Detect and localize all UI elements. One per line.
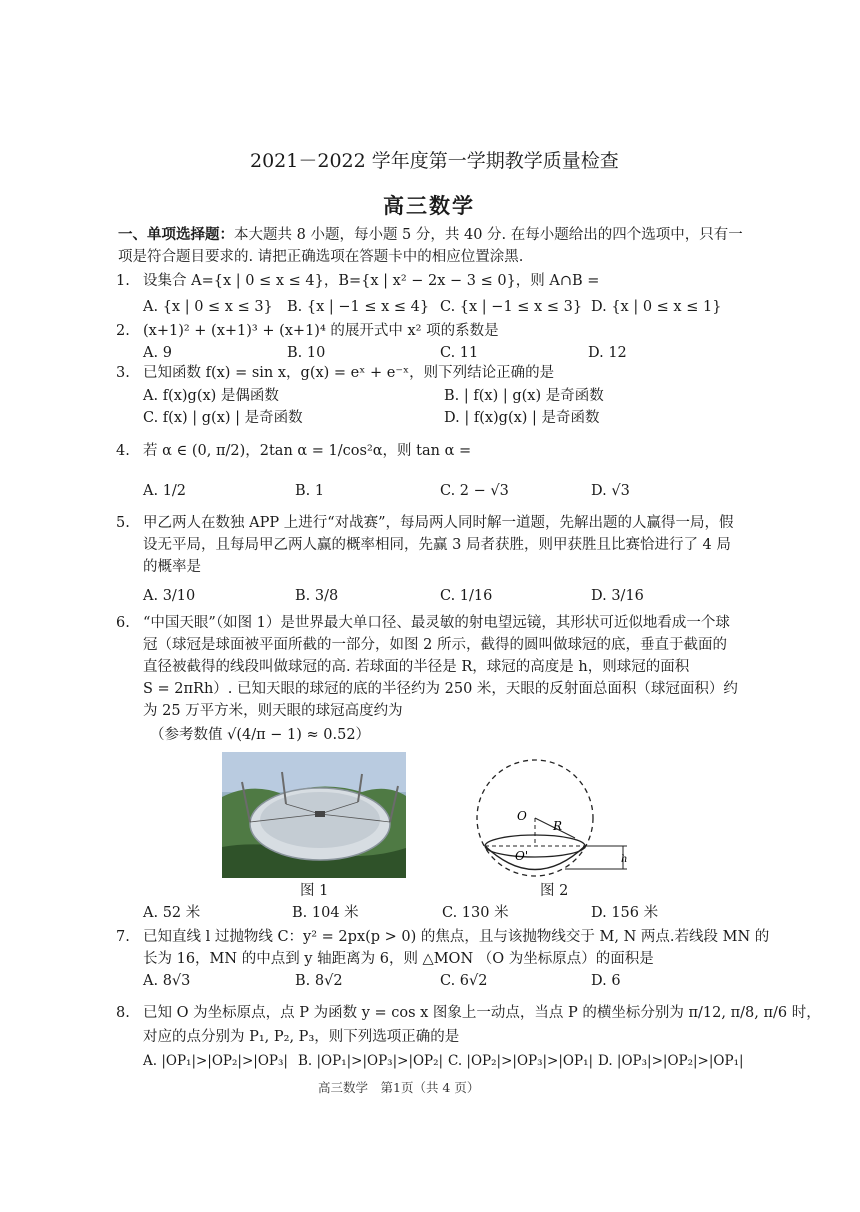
question-number: 3. (116, 365, 130, 381)
question-number: 5. (116, 515, 130, 531)
telescope-illustration (222, 752, 406, 878)
question-text: 设集合 A={x | 0 ≤ x ≤ 4}，B={x | x² − 2x − 3 ≤ 0}，则 A∩B = (143, 273, 600, 289)
label-o: O (517, 809, 527, 823)
option-c: C. 2 − √3 (440, 483, 509, 499)
option-a: A. f(x)g(x) 是偶函数 (143, 388, 279, 404)
option-a: A. 1/2 (143, 483, 187, 499)
question-text: 已知函数 f(x) = sin x，g(x) = eˣ + e⁻ˣ，则下列结论正确的是 (143, 365, 555, 381)
option-d: D. |OP₃|>|OP₂|>|OP₁| (598, 1053, 744, 1069)
question-text: 冠（球冠是球面被平面所截的一部分，如图 2 所示，截得的圆叫做球冠的底，垂直于截面的 (143, 637, 727, 653)
question-number: 4. (116, 443, 130, 459)
option-a: A. |OP₁|>|OP₂|>|OP₃| (143, 1053, 288, 1069)
option-c: C. f(x) | g(x) | 是奇函数 (143, 410, 303, 426)
option-c: C. 6√2 (440, 973, 488, 989)
option-c: C. 1/16 (440, 588, 493, 604)
label-o-prime: O' (515, 849, 529, 863)
question-text: 的概率是 (143, 559, 201, 575)
option-a: A. 9 (143, 345, 172, 361)
figure-2-caption: 图 2 (540, 883, 569, 899)
label-h: h (621, 854, 628, 865)
question-number: 8. (116, 1005, 130, 1021)
spherical-cap-diagram (465, 758, 635, 878)
question-text: “中国天眼”（如图 1）是世界最大单口径、最灵敏的射电望远镜，其形状可近似地看成一个球 (143, 615, 730, 631)
question-text: 长为 16，MN 的中点到 y 轴距离为 6，则 △MON （O 为坐标原点）的面积是 (143, 951, 654, 967)
option-d: D. | f(x)g(x) | 是奇函数 (444, 410, 600, 426)
option-c: C. |OP₂|>|OP₃|>|OP₁| (448, 1053, 594, 1069)
question-number: 1. (116, 273, 130, 289)
option-b: B. |OP₁|>|OP₃|>|OP₂| (298, 1053, 444, 1069)
option-a: A. 8√3 (143, 973, 191, 989)
option-d: D. 3/16 (591, 588, 644, 604)
section-desc-line-2: 项是符合题目要求的. 请把正确选项在答题卡中的相应位置涂黑. (118, 249, 524, 265)
option-d: D. √3 (591, 483, 630, 499)
option-a: A. 52 米 (143, 905, 201, 921)
option-a: A. {x | 0 ≤ x ≤ 3} (143, 299, 273, 315)
option-b: B. {x | −1 ≤ x ≤ 4} (287, 299, 430, 315)
option-c: C. 130 米 (442, 905, 509, 921)
option-b: B. 10 (287, 345, 326, 361)
question-text: 直径被截得的线段叫做球冠的高. 若球面的半径是 R，球冠的高度是 h，则球冠的面积 (143, 659, 690, 675)
question-text: 已知直线 l 过抛物线 C：y² = 2px(p > 0) 的焦点，且与该抛物线交于 M, N 两点.若线段 MN 的 (143, 929, 770, 945)
question-text: S = 2πRh）. 已知天眼的球冠的底的半径约为 250 米，天眼的反射面总面积（球冠面积）约 (143, 681, 738, 697)
subject-title: 高三数学 (383, 193, 475, 218)
fast-telescope-photo (222, 752, 406, 878)
question-number: 6. (116, 615, 130, 631)
question-number: 7. (116, 929, 130, 945)
exam-title: 2021－2022 学年度第一学期教学质量检查 (250, 150, 619, 172)
question-text: 已知 O 为坐标原点，点 P 为函数 y = cos x 图象上一动点，当点 P 的横坐标分别为 π/12, π/8, π/6 时， (143, 1005, 821, 1021)
option-b: B. 1 (295, 483, 325, 499)
option-b: B. 104 米 (292, 905, 359, 921)
option-d: D. 156 米 (591, 905, 659, 921)
figure-1-caption: 图 1 (300, 883, 329, 899)
option-c: C. {x | −1 ≤ x ≤ 3} (440, 299, 583, 315)
option-d: D. 12 (588, 345, 627, 361)
option-b: B. | f(x) | g(x) 是奇函数 (444, 388, 604, 404)
section-heading: 一、单项选择题： (118, 226, 234, 243)
option-c: C. 11 (440, 345, 479, 361)
question-number: 2. (116, 323, 130, 339)
option-a: A. 3/10 (143, 588, 196, 604)
option-d: D. 6 (591, 973, 621, 989)
question-text: 对应的点分别为 P₁, P₂, P₃，则下列选项正确的是 (143, 1029, 460, 1045)
question-text: 甲乙两人在数独 APP 上进行“对战赛”，每局两人同时解一道题，先解出题的人赢得一局，假 (143, 515, 734, 531)
option-d: D. {x | 0 ≤ x ≤ 1} (591, 299, 722, 315)
option-b: B. 3/8 (295, 588, 339, 604)
reference-value: （参考数值 √(4/π − 1) ≈ 0.52） (150, 727, 371, 743)
section-desc-line-1: 一、单项选择题：本大题共 8 小题，每小题 5 分，共 40 分. 在每小题给出的四个选项中，只有一 (118, 226, 743, 243)
label-r: R (553, 819, 563, 833)
option-b: B. 8√2 (295, 973, 343, 989)
question-text: (x+1)² + (x+1)³ + (x+1)⁴ 的展开式中 x² 项的系数是 (143, 323, 499, 339)
page-footer: 高三数学 第1页（共 4 页） (318, 1080, 480, 1095)
question-text: 设无平局，且每局甲乙两人赢的概率相同，先赢 3 局者获胜，则甲获胜且比赛恰进行了 4 局 (143, 537, 731, 553)
question-text: 若 α ∈ (0, π/2)，2tan α = 1/cos²α，则 tan α = (143, 443, 472, 459)
question-text: 为 25 万平方米，则天眼的球冠高度约为 (143, 703, 403, 719)
